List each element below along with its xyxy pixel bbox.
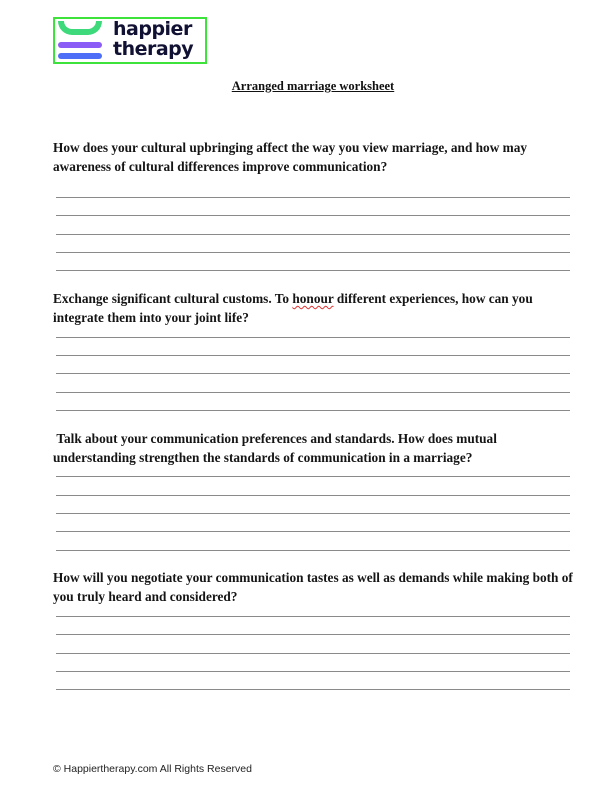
logo-smile-icon [58, 21, 102, 35]
answer-line[interactable] [56, 550, 570, 551]
answer-line[interactable] [56, 476, 570, 477]
happier-therapy-logo [53, 17, 207, 64]
answer-line[interactable] [56, 197, 570, 198]
answer-line[interactable] [56, 392, 570, 393]
answer-line[interactable] [56, 252, 570, 253]
question-3: Talk about your communication preferences and standards. How does mutual understanding strengthen the standards of communication in a marriage? [53, 431, 501, 465]
answer-line[interactable] [56, 410, 570, 411]
answer-line[interactable] [56, 337, 570, 338]
logo-word-therapy: therapy [113, 38, 194, 60]
answer-line[interactable] [56, 689, 570, 690]
answer-line[interactable] [56, 671, 570, 672]
answer-line[interactable] [56, 653, 570, 654]
answer-line[interactable] [56, 634, 570, 635]
question-1: How does your cultural upbringing affect the way you view marriage, and how may awareness of cultural differences improve communication? [53, 140, 528, 174]
answer-line[interactable] [56, 616, 570, 617]
answer-line[interactable] [56, 234, 570, 235]
question-2-text-a: Exchange significant cultural customs. To [53, 291, 293, 306]
worksheet-title: Arranged marriage worksheet [231, 79, 395, 93]
logo-bar-blue-icon [58, 53, 102, 59]
answer-line[interactable] [56, 270, 570, 271]
answer-line[interactable] [56, 355, 570, 356]
question-2 [53, 289, 573, 327]
answer-line[interactable] [56, 531, 570, 532]
answer-line[interactable] [56, 495, 570, 496]
logo-word-happier: happier [113, 18, 192, 40]
question-2-text-b: different experiences, how can you integrate them into your joint life? [53, 291, 533, 325]
answer-line[interactable] [56, 373, 570, 374]
spellcheck-flagged-word[interactable]: honour [292, 291, 334, 306]
question-4: How will you negotiate your communication tastes as well as demands while making both of you truly heard and considered? [53, 570, 573, 604]
copyright-footer: © Happiertherapy.com All Rights Reserved [53, 763, 252, 775]
logo-bar-purple-icon [58, 42, 102, 48]
answer-line[interactable] [56, 215, 570, 216]
answer-line[interactable] [56, 513, 570, 514]
